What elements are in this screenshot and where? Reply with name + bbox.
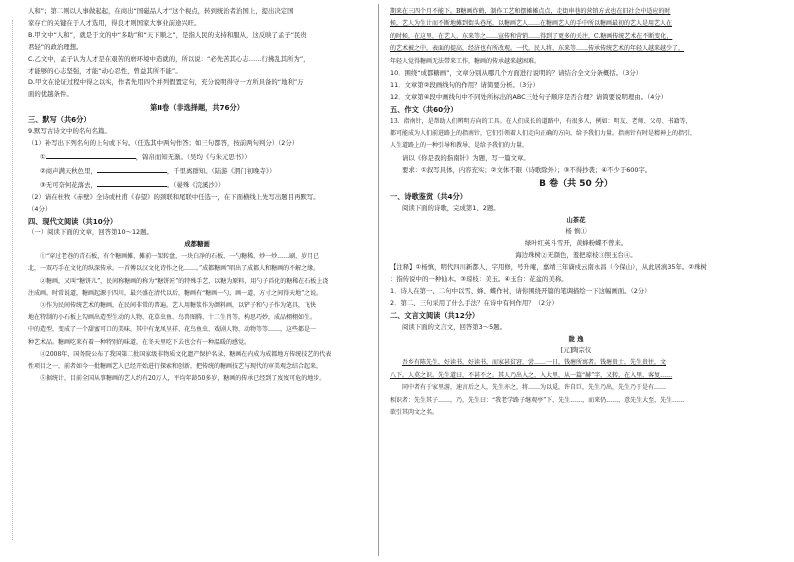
column-divider [378,4,379,556]
question-12: 12．文章第④段中画线句中不同处所标出的ABC三处句子顺序是否合理？请简要说明理由。（4分） [390,92,668,101]
fill-blank-item: ③无可奈何花落去， 。（晏殊《浣溪沙》） [28,178,366,192]
section-3-title: 三、默写（共6分） [28,115,91,125]
part-2-title: 第Ⅱ卷（非选择题，共76分） [150,103,244,113]
article-line: 的时候，在这里，在艺人、东来等之……宣传和营销……得到了更多的关注，C.糖画传统艺术在不断变化， [390,32,673,40]
text-line: 才能够的心志坚强，才能“动心忍性，曾益其所不能”。 [28,66,182,75]
part-b-title: B 卷（共 50 分） [539,178,613,189]
prose-line: 同中者有于家里游，速言后之人，先生亦之，将……为以觅，许自巨，先生乃出，先生乃于是有…… [402,384,667,392]
section-4-title: 四、现代文阅读（共10分） [28,216,118,226]
article-line: 中的造型，变成了一个甜蜜可口的美味，其中有龙凤呈祥、花鸟鱼虫、戏剧人物、动物等等……，这些都是一 [28,326,317,334]
article-line: 的艺术被之中，表面的提高，经济也有所改观。一代，民人将、东来等……传承传统艺术的年轻人越来越少了， [390,45,685,53]
text-line: 人和”；第二则以人事做起起，在商出“国磁品人才”这个视点，转到统治者治国上，提出决定国 [28,7,294,15]
poem-couplet: 海边珠树②无颜色，羞把琼枝③照玉台④。 [515,251,637,260]
option-d: D.甲文在论证过程中得之以实，作者先用四个并列假置定句，充分说明得守一方所具备的“地利”万 [28,78,304,87]
prose-title: 陇 逸 [568,334,584,343]
prose-author: [元]陶宗仪 [560,346,592,355]
poem-note: 【注释】①杨慎，明代四川新都人，字用修，号升庵，嘉靖三年谪戍云南永昌（今保山），从此居滇35年。②珠树 [390,263,707,272]
b-question-1: 1．诗人在第一、二句中以雪、蜂、蝶作衬，请你围绕开篇的笔调描绘一下这幅画面。（2分） [390,286,651,295]
b-section-1-title: 一、诗歌鉴赏（共4分） [390,191,467,201]
right-column [390,6,762,556]
poem-title: 山茶花 [566,215,586,224]
answer-blank[interactable] [46,150,136,159]
b-question-2: 2．第二、三句采用了什么手法？在诗中有何作用？（2分） [390,298,558,307]
fill-blank-item: ① ，锦帛而知无渐。（吴均《与朱元思书》） [28,150,366,164]
prose-line: 相识者：先生其子……，乃，先生曰：“我老学路子继观亭”下，先生……，而来仍……，意先生大至，先生…… [390,396,685,404]
poem-couplet: 绿叶红英斗雪开，黄蜂粉蝶不曾来。 [524,239,628,248]
left-column [28,6,366,556]
fill-blank-item: ②商声满天秋色里， ，千里离群知。（陆游《渭门初晚寺》） [28,164,366,178]
b-section-1-instruction: 阅读下面的诗歌，完成第1、2题。 [402,203,500,212]
answer-blank[interactable] [97,178,167,187]
article-line: ①“穿过老巷的青石板，有个糖画摊，摊前一架转盘，一块白净的石板，一勺糖稀，炒一炒……刷，岁月已 [40,253,320,261]
essay-requirements: 要求：①叙写具体，内容充实；②文体不限（诗歌除外）；③不得抄袭；④不少于600字。 [402,165,652,174]
question-9-2: （2）请在杜牧《赤壁》全诗或杜甫《春望》的颈联和尾联中任选一，在下面横线上先写出题目再默写。 [28,192,320,201]
article-body [28,251,366,385]
article-line: 注成画。时常说道，糖画起源于四川，最兴盛在清代以后，糖画有“糖画一勺，画一道，方寸之间得天地”之说。 [28,289,323,297]
option-c: C.乙文中，孟子认为人才是在艰苦的磨环境中造就的，所以说：“必先苦其心志……行拂乱其所为”， [28,54,310,63]
text-line: 君轻”的政治理想。 [28,42,83,51]
article-continued [390,6,762,68]
article-line: ③作为民间传统艺术的糖画，在民间非常的普遍。艺人用糖浆作为颜料画，以铲子和勺子作为笔具，飞快 [40,302,317,310]
reading-instruction: （一）阅读下面的文章，回答第10～12题。 [28,228,153,237]
question-9-2-points: （4分） [28,204,52,213]
prose-line: 欲引其肉文之名。 [390,409,439,416]
section-5-title: 五、作文（共60分） [390,104,458,114]
article-line: 性项目之一，前者如今一批糖画艺人已经开始进行探索和创新，把传统的糖画技艺与现代的审美观念结合起来， [28,363,323,371]
poem-note: ：指传说中的一种仙木。③琼枝：美玉。④玉台：花盆的美称。 [390,275,568,284]
prose-line: 吾乡有陈先生，好读书，好读书，而家甚贫窘，尝……一日，钱塘所寓者。钱塘贵士，先生贵往，文 [402,359,667,367]
answer-blank[interactable] [97,164,167,173]
essay-title-instruction: 请以《你是我的指南针》为题，写一篇文章。 [402,153,530,162]
article-line: 地在特制的小石板上勾画出造型生动的人物、花草虫鱼、鸟兽图腾、十二生肖等，构思巧妙，成品栩栩如生。 [28,314,317,322]
prompt-line: 13．指南针，是帮助人们辨明方向的工具。在人们成长的道路中，有很多人，例如：明友、老师、父母、书籍等， [390,117,692,125]
text-line: 家存亡的关键在于人才选用，得良才则国家大事业前途兴旺。 [28,18,201,27]
article-line: ②糖画，又叫“糖饼儿”，民间称糖画的称为“糖饼匠”的特殊手艺，以糖为原料，用勺子舀化的糖稀在石板上浇 [40,277,329,285]
article-line: ⑤据统计，目前全国从事糖画的艺人约有20万人，平均年龄50多岁，糖画的传承已经到了岌岌可危的地步。 [40,375,326,383]
poem-author: 杨 慎① [565,227,587,236]
b-section-2-instruction: 阅读下面的文言文，回答第3～5题。 [402,322,506,331]
b-section-2-title: 二、文言文阅读（共12分） [390,310,480,320]
article-line: 候，艺人为生计而不断地摊到街头巷尾，以糖画艺人……在糖画艺人的手中所以糖画最初的艺人是用艺人在 [390,20,673,28]
article-line: ④2008年，国务院公布了我国第二批国家级非物质文化遗产保护名录，糖画在内成为成都地方传统技艺的代表 [40,350,332,358]
text-line: 面的优越条件。 [28,90,73,99]
question-9: 9.默写古诗文中的名句名篇。 [28,127,111,136]
prompt-line: 人生道路上的一种引导和教导，是给予我们的力量。 [390,142,529,150]
article-line: 北，一双巧手在文化的纵深传承。一首傅以汉文化诗作之化……。”成都糖画”唱出了成都人和糖画的不解之缘。 [28,265,320,273]
option-b: B.甲文中“人和”，就是于文的中“多助”和“天下顺之”，是指人民的支持和服从，这反映了孟子“民贵 [28,30,307,39]
question-13-prompt [390,116,762,153]
article-title: 成都糖画 [184,240,210,249]
article-line: 种艺术品。糖画吃来有着一种特别的味道，在冬天里吃下去也会有一种温暖的感觉。 [28,338,251,346]
question-10: 10．围绕“成都糖画”，文章分别从哪几个方面进行说明的？请结合全文分条概括。（3分） [390,69,643,78]
prose-body [390,357,762,419]
question-11: 11．文章第②段画线句的作用？请简要分析。（3分） [390,80,539,89]
question-9-1: （1）补写出下列名句的上句或下句。（任选其中两句作答；如三句都答，按前两句判分）（2分） [28,139,299,148]
prose-line: 八下，人莫之识。先生道曰，不甚不之。其人乃出入之，入大里，从一篇“赫”字，又转，在入里，客复…… [390,371,673,379]
article-line: 年轻人觉得糖画无法带来工作，糖画的传承越来越困难。 [390,57,541,65]
prompt-line: 都可能成为人们前进路上的指南针，它们引领着人们走向正确的方向，给予我们力量。指南针有时是精神上的指引， [390,130,697,138]
article-line: 期来在三四个月不能下。B糖画炸鹤，制作工艺和摆摊摊点点，走街串巷的营销方式也在旧社会中适应的时 [390,8,671,15]
binding-margin-rule [12,20,13,540]
